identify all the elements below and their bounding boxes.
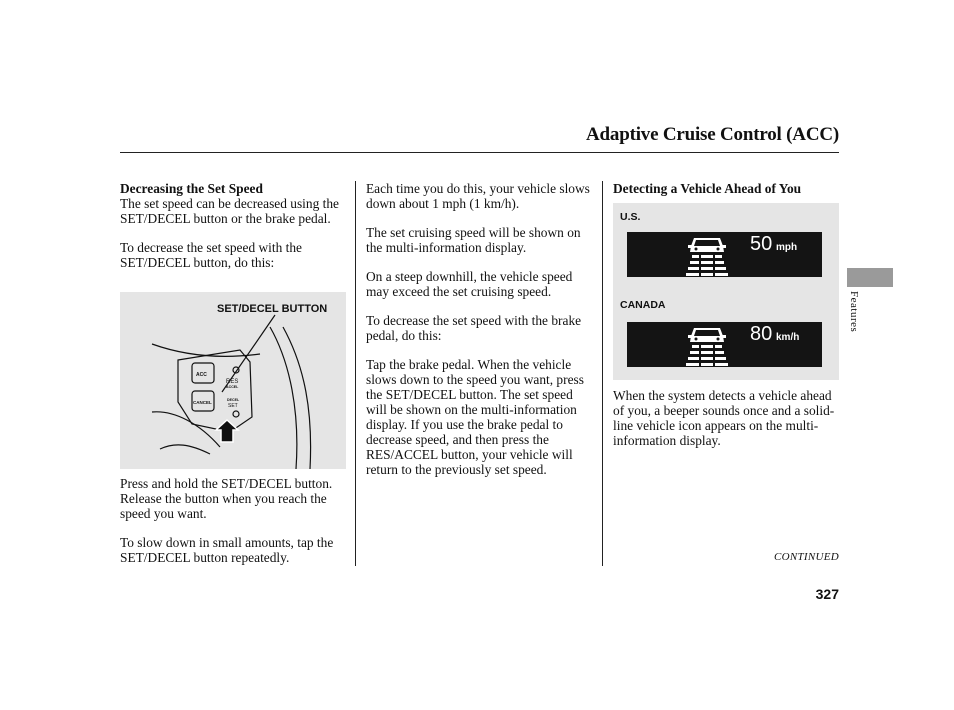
column-3-lower (613, 388, 841, 462)
steering-wheel-illustration (120, 292, 346, 469)
continued-note: CONTINUED (773, 551, 839, 563)
accel-label: ACCEL (226, 385, 239, 389)
canada-display (627, 322, 822, 367)
paragraph: To decrease the set speed with the brake pedal, do this: (366, 313, 582, 343)
section-heading-detecting: Detecting a Vehicle Ahead of You (613, 181, 802, 196)
paragraph: Tap the brake pedal. When the vehicle slows down to the speed you want, press the SET/DECEL button. The set speed will be shown on the multi-information display. If you use the brake pedal to decrease speed, and then press the RES/ACCEL button, your vehicle will return to the previously set speed. (366, 357, 584, 477)
paragraph: The set speed can be decreased using the SET/DECEL button or the brake pedal. (120, 196, 339, 226)
column-1 (120, 181, 348, 284)
us-speed-value: 50 (750, 233, 773, 255)
page-title: Adaptive Cruise Control (ACC) (586, 124, 839, 145)
column-2 (366, 181, 596, 491)
paragraph: To slow down in small amounts, tap the SET/DECEL button repeatedly. (120, 535, 334, 565)
steering-wheel-figure (120, 292, 346, 469)
column-3 (613, 181, 841, 196)
canada-speed-unit: km/h (776, 332, 800, 343)
page-number: 327 (815, 586, 839, 602)
paragraph: Press and hold the SET/DECEL button. Release the button when you reach the speed you want. (120, 476, 333, 521)
paragraph: Each time you do this, your vehicle slows down about 1 mph (1 km/h). (366, 181, 590, 211)
us-display (627, 232, 822, 277)
canada-label: CANADA (620, 299, 666, 311)
display-figure (613, 203, 839, 380)
vehicle-ahead-icon (682, 322, 732, 367)
acc-button-label: ACC (196, 372, 207, 378)
paragraph: On a steep downhill, the vehicle speed may exceed the set cruising speed. (366, 269, 573, 299)
arrow-pointer-icon (216, 420, 238, 442)
res-label: RES (226, 379, 239, 385)
paragraph: To decrease the set speed with the SET/DECEL button, do this: (120, 240, 302, 270)
us-speed-unit: mph (776, 242, 798, 253)
column-divider-right (602, 181, 603, 566)
section-tab-label: Features (848, 291, 860, 333)
column-1-lower (120, 476, 348, 579)
decel-label: DECEL (227, 398, 240, 402)
header-rule (120, 152, 839, 153)
cancel-button-label: CANCEL (193, 400, 212, 405)
set-label: SET (228, 403, 238, 409)
us-label: U.S. (620, 211, 641, 223)
paragraph: The set cruising speed will be shown on the multi-information display. (366, 225, 581, 255)
section-tab (847, 268, 893, 287)
figure-caption: SET/DECEL BUTTON (217, 303, 328, 315)
canada-speed-value: 80 (750, 323, 773, 345)
section-heading-decreasing: Decreasing the Set Speed (120, 181, 263, 196)
paragraph: When the system detects a vehicle ahead of you, a beeper sounds once and a solid-line vehicle icon appears on the multi-information display. (613, 388, 835, 448)
column-divider-left (355, 181, 356, 566)
vehicle-ahead-icon (682, 232, 732, 277)
